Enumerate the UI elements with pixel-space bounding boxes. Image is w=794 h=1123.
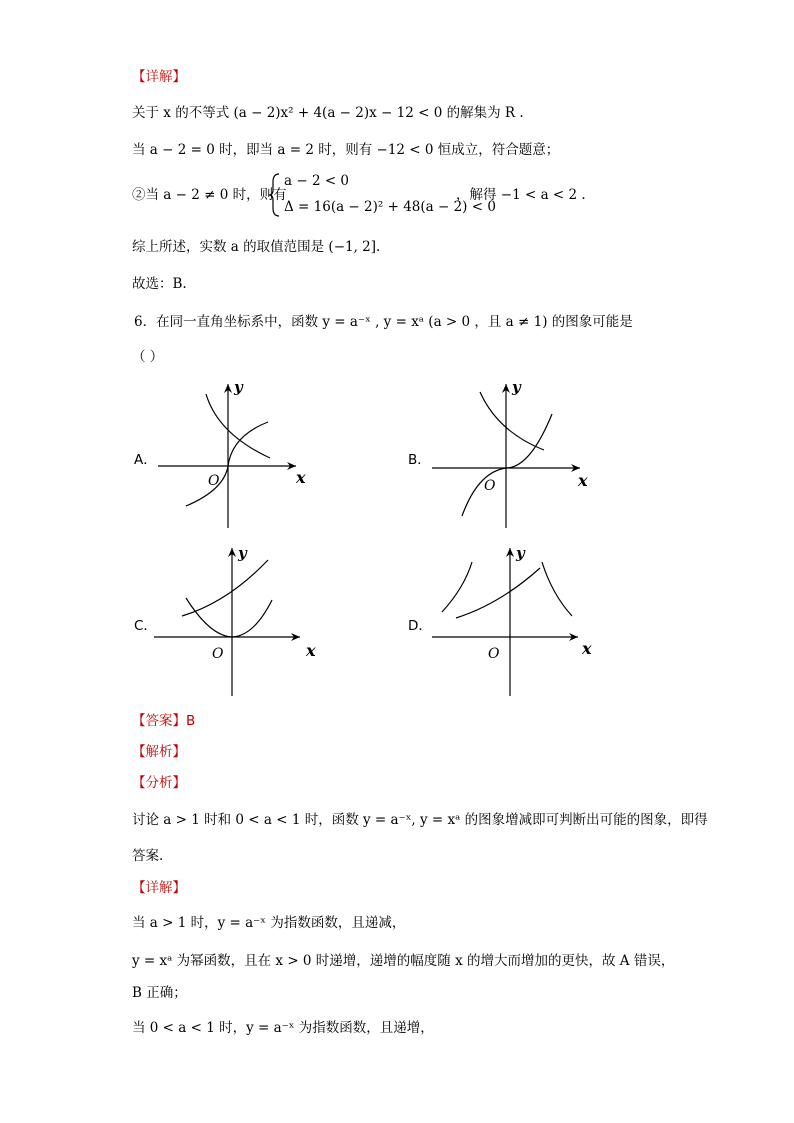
- answer-line: 【答案】B: [132, 713, 196, 729]
- choice-line: 故选：B.: [132, 276, 187, 292]
- detail-line-3: B 正确；: [132, 985, 187, 1001]
- answer-parentheses: （ ）: [132, 349, 164, 365]
- option-d-graph: [428, 540, 598, 700]
- solution-range: ，解得 −1 < a < 2 .: [456, 187, 586, 203]
- option-a-graph: [150, 372, 320, 532]
- detail-header-1: 【详解】: [132, 69, 186, 85]
- x-label: x: [578, 471, 588, 490]
- curve-power: [186, 422, 268, 506]
- fenxi-header: 【分析】: [132, 775, 186, 791]
- y-label: y: [516, 544, 525, 562]
- option-c-graph: [150, 540, 320, 700]
- case-a-equals-2-line: 当 a − 2 = 0 时，即当 a = 2 时，则有 −12 < 0 恒成立，符合题意；: [132, 142, 560, 158]
- summary-line: 综上所述，实数 a 的取值范围是 (−1, 2].: [132, 239, 381, 255]
- curve-exp: [206, 394, 270, 458]
- option-b-graph: [428, 372, 598, 532]
- origin-label: O: [212, 646, 224, 662]
- curve-power: [186, 598, 272, 637]
- y-label: y: [238, 544, 247, 562]
- curve-exp: [456, 568, 540, 618]
- option-b-label: B．: [408, 452, 431, 468]
- origin-label: O: [484, 478, 496, 494]
- curve-right-branch: [542, 562, 572, 616]
- system-brace: [268, 172, 282, 218]
- inequality-line: 关于 x 的不等式 (a − 2)x² + 4(a − 2)x − 12 < 0 的解集为 R .: [132, 105, 524, 121]
- system-eq-1: a − 2 < 0: [284, 173, 350, 189]
- origin-label: O: [488, 646, 500, 662]
- x-label: x: [582, 639, 592, 658]
- curve-power: [462, 414, 552, 516]
- analysis-header: 【解析】: [132, 744, 186, 760]
- x-label: x: [306, 641, 316, 660]
- curve-exp: [182, 560, 268, 616]
- curve-left-branch: [442, 562, 472, 612]
- detail-line-1: 当 a > 1 时，y = a⁻ˣ 为指数函数，且递减，: [132, 915, 406, 931]
- option-c-label: C．: [134, 618, 157, 634]
- curve-exp: [480, 392, 544, 450]
- detail-line-2: y = xᵃ 为幂函数，且在 x > 0 时递增，递增的幅度随 x 的增大而增加的更快，故 A 错误，: [132, 953, 675, 969]
- fenxi-line-1: 讨论 a > 1 时和 0 < a < 1 时，函数 y = a⁻ˣ, y = xᵃ 的图象增减即可判断出可能的图象，即得: [132, 812, 708, 828]
- fenxi-line-2: 答案.: [132, 848, 164, 864]
- origin-label: O: [208, 473, 220, 489]
- detail-line-4: 当 0 < a < 1 时，y = a⁻ˣ 为指数函数，且递增，: [132, 1020, 434, 1036]
- x-label: x: [296, 468, 306, 487]
- y-label: y: [234, 378, 243, 396]
- case-a-not-2-prefix: ②当 a − 2 ≠ 0 时，则有: [132, 187, 287, 203]
- system-eq-2: Δ = 16(a − 2)² + 48(a − 2) < 0: [284, 199, 496, 215]
- detail-header-2: 【详解】: [132, 880, 186, 896]
- question-stem: 6．在同一直角坐标系中，函数 y = a⁻ˣ , y = xᵃ (a > 0 ，且 a ≠ 1) 的图象可能是: [134, 314, 633, 330]
- option-d-label: D．: [408, 618, 432, 634]
- y-label: y: [512, 378, 521, 396]
- option-a-label: A．: [134, 452, 157, 468]
